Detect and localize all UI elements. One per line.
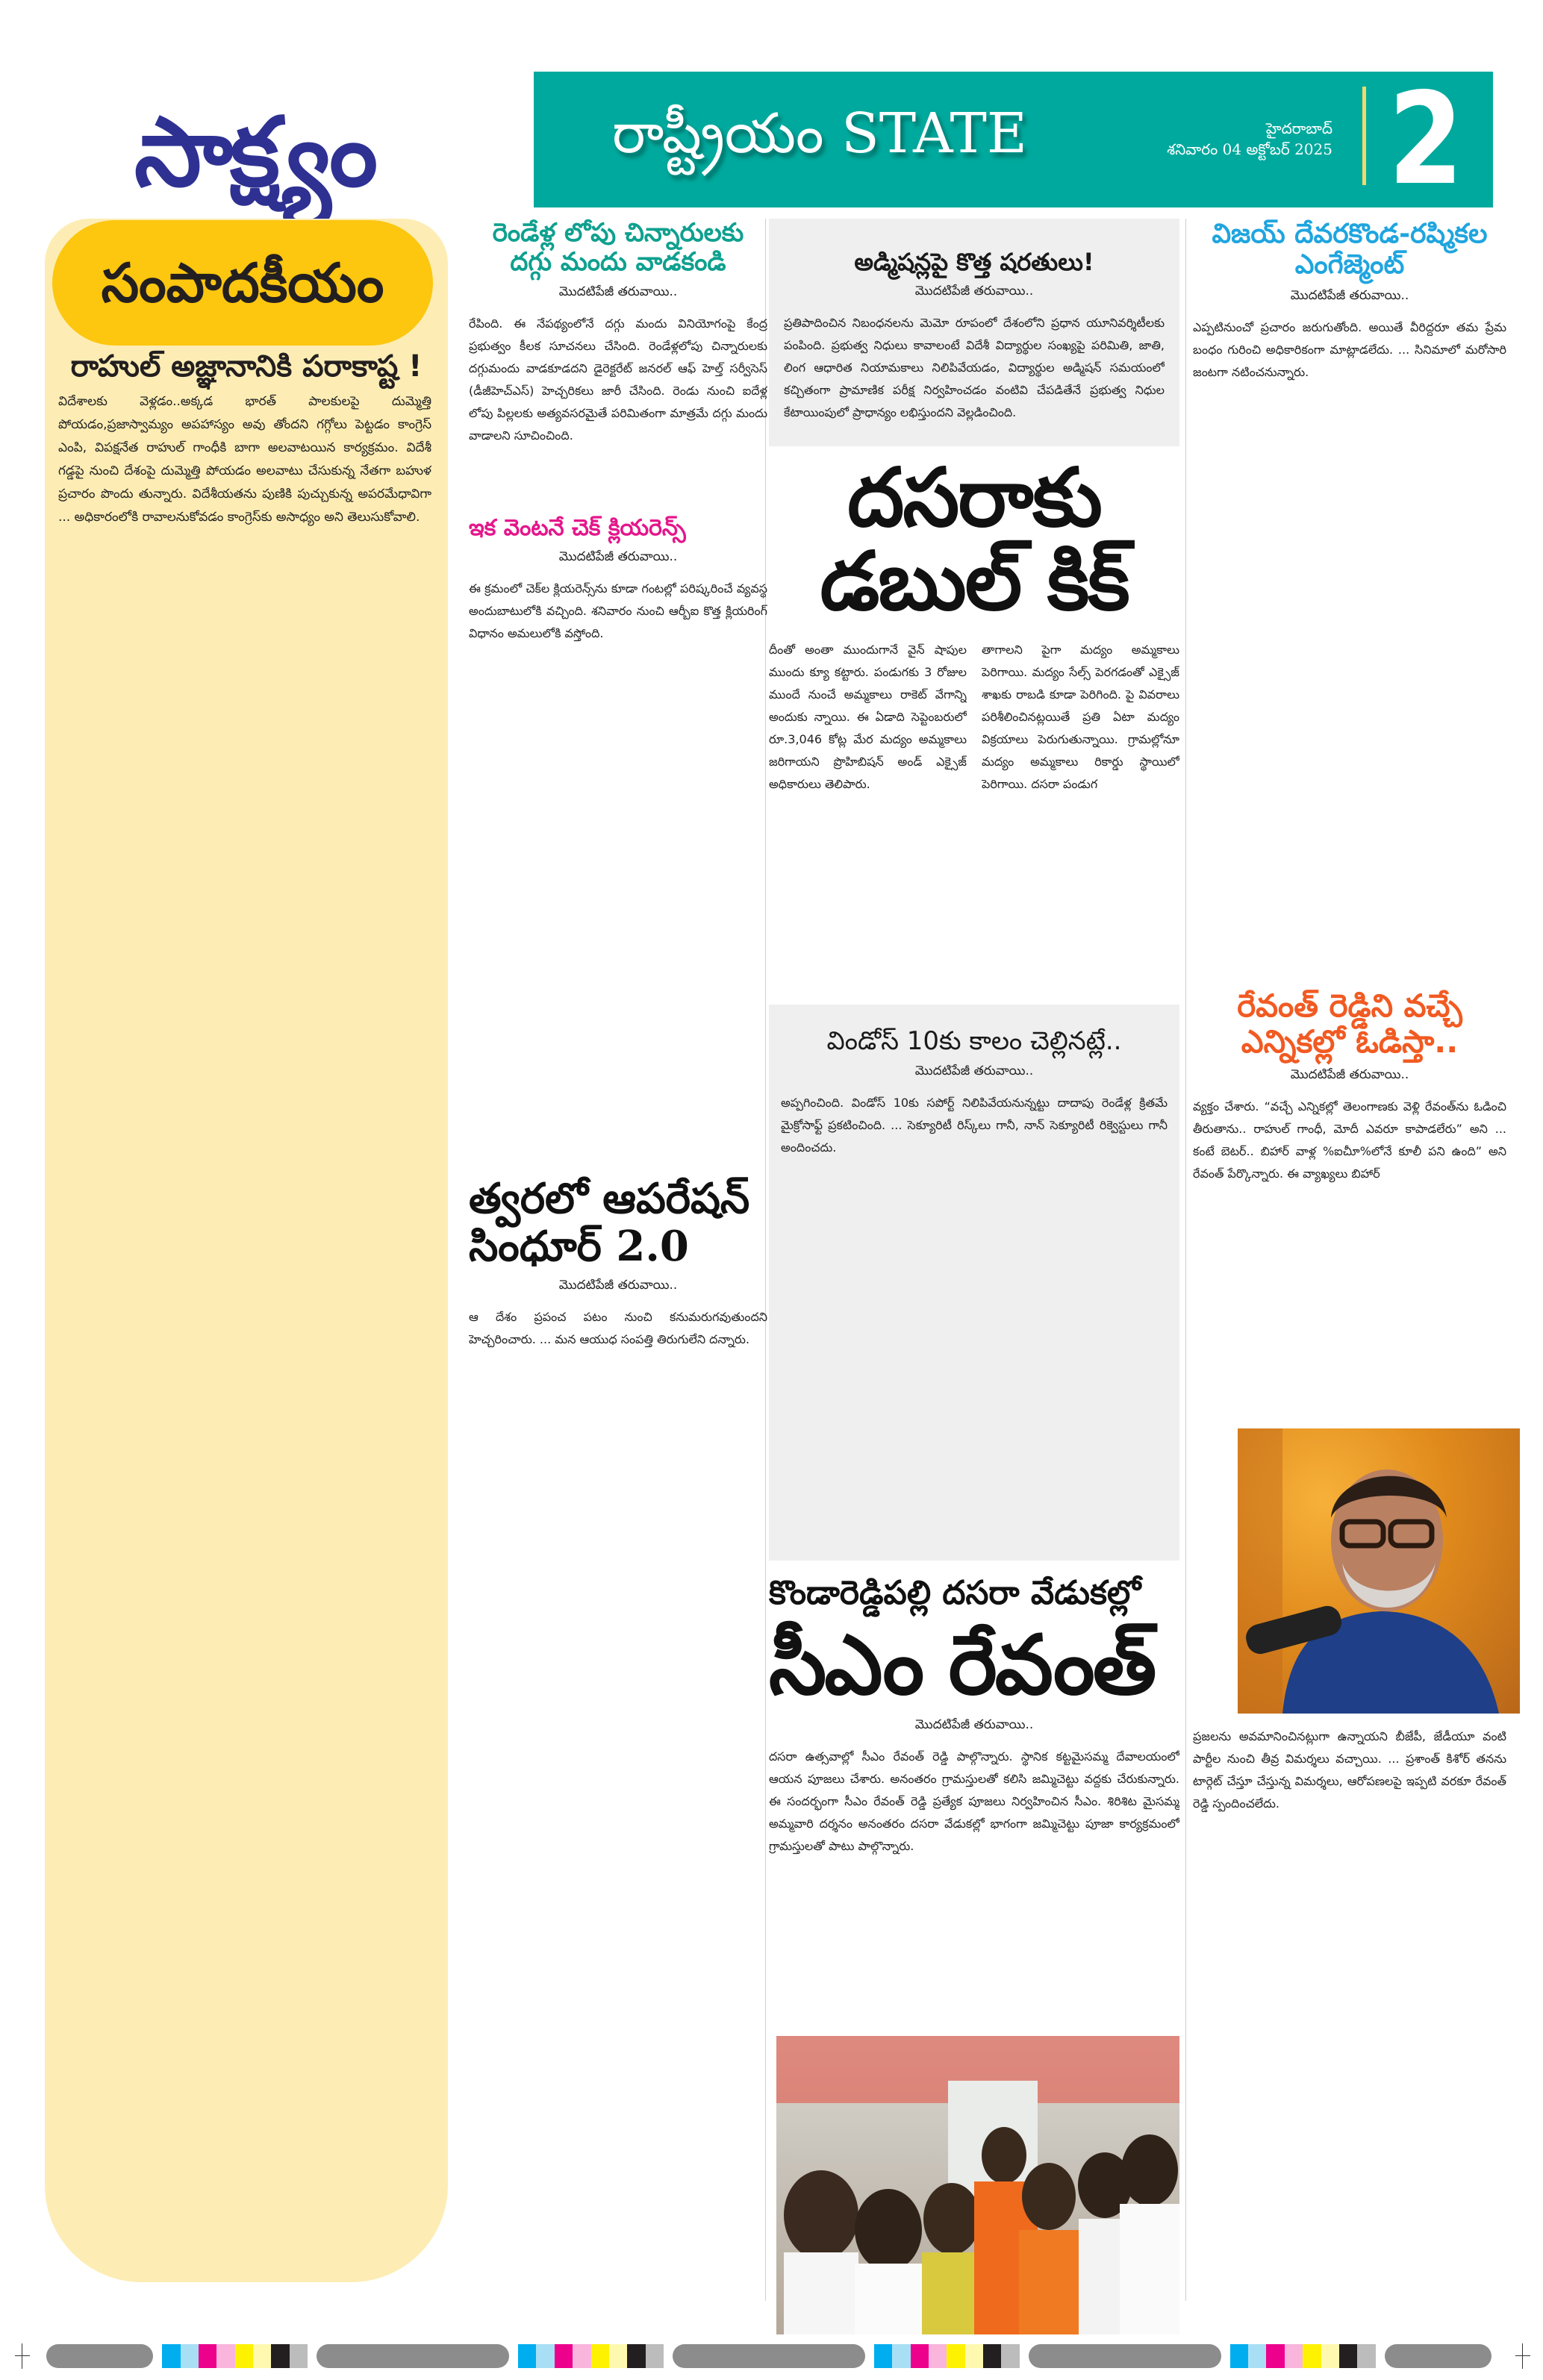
colorbar-swatch (216, 2344, 234, 2368)
colorbar-swatch (591, 2344, 609, 2368)
colorbar-swatch (271, 2344, 289, 2368)
colorbar-swatch (1230, 2344, 1248, 2368)
colorbar-swatch (929, 2344, 947, 2368)
colorbar-swatch (911, 2344, 929, 2368)
temple-photo-illustration (776, 2036, 1179, 2334)
article-cough-syrup (469, 219, 767, 507)
page-number: 2 (1388, 66, 1464, 213)
colorbar-gray-patch (317, 2344, 509, 2368)
dateline (1167, 118, 1332, 160)
portrait-illustration (1238, 1428, 1520, 1714)
colorbar-swatch (1001, 2344, 1019, 2368)
colorbar-swatch (627, 2344, 645, 2368)
crop-mark (15, 2343, 30, 2369)
article-dasara-kick (769, 452, 1179, 990)
colorbar-swatch (1339, 2344, 1357, 2368)
colorbar-swatch (874, 2344, 892, 2368)
colorbar-swatch (162, 2344, 180, 2368)
article-revanth-defeat (1193, 988, 1506, 2264)
dateline-date: శనివారం 04 అక్టోబర్ 2025 (1167, 140, 1332, 158)
article-windows10 (769, 1005, 1179, 1561)
colorbar-swatch (181, 2344, 199, 2368)
colorbar-swatch (573, 2344, 590, 2368)
colorbar-swatch (1285, 2344, 1303, 2368)
continued-label: మొదటిపేజీ తరువాయి.. (1290, 287, 1409, 303)
article-body: అప్పగించింది. విండోస్ 10కు సపోర్ట్ నిలిపివేయనున్నట్టు దాదాపు రెండేళ్ల క్రితమే మైక్రోసాఫ్ట్ ప్రకటించింది. ... సెక్యూరిటీ రిస్క్‌లు గానీ, నాన్ సెక్యూరిటీ రిక్వెస్టులు గానీ అందించదు. (781, 1096, 1168, 1155)
article-kondareddypalli (769, 1574, 1179, 1992)
editorial-body: విదేశాలకు వెళ్లడం..అక్కడ భారత్ పాలకులపై దుమ్మెత్తి పోయడం,ప్రజాస్వామ్యం అపహాస్యం అవు తోందని గగ్గోలు పెట్టడం కాంగ్రెస్ ఎంపి, విపక్షనేత రాహుల్ గాంధీకి బాగా అలవాటయిన కార్యక్రమం. విదేశీ గడ్డపై నుంచి దేశంపై దుమ్మెత్తి పోయడం అలవాటు చేసుకున్న నేతగా బహుళ ప్రచారం పొందు తున్నారు. విదేశీయతను పుణికి పుచ్చుకున్న అపరమేధావిగా ... అధికారంలోకి రావాలనుకోవడం కాంగ్రెస్‌కు అసాధ్యం అని తెలుసుకోవాలి. (58, 394, 431, 525)
column-4 (1193, 219, 1506, 2263)
continued-label: మొదటిపేజీ తరువాయి.. (558, 284, 678, 300)
headline: సీఎం రేవంత్ (769, 1617, 1155, 1713)
headline: విజయ్ దేవరకొండ-రష్మికల ఎంగేజ్మెంట్ (1212, 219, 1488, 281)
continued-label: మొదటిపేజీ తరువాయి.. (914, 1063, 1034, 1079)
crop-mark (1515, 2343, 1530, 2369)
photo-cm-temple-visit (776, 2036, 1179, 2334)
column-3 (769, 219, 1179, 1992)
photo-prashant-kishor (1238, 1428, 1520, 1714)
editorial-label: సంపాదకీయం (52, 220, 433, 346)
article-body-continued: ప్రజలను అవమానించినట్లుగా ఉన్నాయని బీజేపీ, జేడీయూ వంటి పార్టీల నుంచి తీవ్ర విమర్శలు వచ్చాయి. ... ప్రశాంత్ కిశోర్ తనను టార్గెట్ చేస్తూ చేస్తున్న విమర్శలు, ఆరోపణలపై ఇప్పటి వరకూ రేవంత్ రెడ్డి స్పందించలేదు. (1193, 1729, 1506, 1811)
colorbar-swatch (536, 2344, 554, 2368)
kicker-headline: కొండారెడ్డిపల్లి దసరా వేడుకల్లో (769, 1574, 1141, 1612)
banner-divider (1362, 87, 1366, 185)
headline: ఇక వెంటనే చెక్ క్లియరెన్స్ (469, 515, 686, 542)
article-body: ఎప్పటినుంచో ప్రచారం జరుగుతోంది. అయితే వీరిద్దరూ తమ ప్రేమ బంధం గురించి అధికారికంగా మాట్లాడలేదు. ... సినిమాలో మరోసారి జంటగా నటించనున్నారు. (1193, 319, 1506, 379)
article-body-left: దీంతో అంతా ముందుగానే వైన్ షాపుల ముందు క్యూ కట్టారు. పండుగకు 3 రోజుల ముందే నుంచే అమ్మకాలు రాకెట్ వేగాన్ని అందుకు న్నాయి. ఈ ఏడాది సెప్టెంబరులో రూ.3,046 కోట్ల మేర మద్యం అమ్మకాలు జరిగాయని ప్రొహిబిషన్ అండ్ ఎక్సైజ్ అధికారులు తెలిపారు. (769, 643, 967, 791)
headline: విండోస్ 10కు కాలం చెల్లినట్లే.. (826, 1026, 1122, 1056)
article-cheque-clearance (469, 516, 767, 1160)
colorbar-gray-patch (46, 2344, 153, 2368)
colorbar-swatch (253, 2344, 271, 2368)
colorbar-swatch (1321, 2344, 1339, 2368)
headline: దసరాకు డబుల్ కిక్ (820, 452, 1129, 628)
continued-label: మొదటిపేజీ తరువాయి.. (1290, 1067, 1409, 1083)
colorbar-swatch (1248, 2344, 1266, 2368)
colorbar-swatch (983, 2344, 1001, 2368)
column-2 (469, 219, 767, 2112)
colorbar-swatch (609, 2344, 627, 2368)
colorbar-swatch (947, 2344, 964, 2368)
editorial-column (45, 219, 448, 2282)
colorbar-swatch (290, 2344, 308, 2368)
article-body: ప్రతిపాదించిన నిబంధనలను మెమో రూపంలో దేశంలోని ప్రధాన యూనివర్శిటీలకు పంపింది. ప్రభుత్వ నిధులు కావాలంటే విదేశీ విద్యార్థుల సంఖ్యపై పరిమితి, జాతి, లింగ ఆధారిత నియామకాలు నిలిపివేయడం, విద్యార్థుల అడ్మిషన్ సమయంలో కచ్చితంగా ప్రామాణిక పరీక్ష నిర్వహించడం వంటివి చేపడితేనే ప్రభుత్వ నిధుల కేటాయింపులో ప్రాధాన్యం లభిస్తుందని వెల్లడించింది. (784, 315, 1165, 419)
colorbar-swatch (965, 2344, 983, 2368)
colorbar-swatch (1303, 2344, 1321, 2368)
colorbar-swatch (1266, 2344, 1284, 2368)
dateline-city: హైదరాబాద్ (1265, 119, 1332, 137)
colorbar-swatch (235, 2344, 253, 2368)
headline: రెండేళ్ల లోపు చిన్నారులకు దగ్గు మందు వాడకండి (492, 218, 744, 278)
article-body: దసరా ఉత్సవాల్లో సీఎం రేవంత్ రెడ్డి పాల్గొన్నారు. స్థానిక కట్టమైసమ్మ దేవాలయంలో ఆయన పూజలు చేశారు. అనంతరం గ్రామస్తులతో కలిసి జమ్మిచెట్టు వద్దకు చేరుకున్నారు. ఈ సందర్భంగా సీఎం రేవంత్ రెడ్డి ప్రత్యేక పూజలు నిర్వహించిన సీఎం. శిరిశిట మైసమ్మ అమ్మవారి దర్శనం అనంతరం దసరా వేడుకల్లో భాగంగా జమ్మిచెట్టు పూజా కార్యక్రమంలో గ్రామస్తులతో పాటు పాల్గొన్నారు. (769, 1749, 1179, 1853)
colorbar-gray-patch (673, 2344, 865, 2368)
headline: రేవంత్ రెడ్డిని వచ్చే ఎన్నికల్లో ఓడిస్తా.. (1237, 987, 1462, 1061)
colorbar-gray-patch (1385, 2344, 1491, 2368)
colorbar-swatch (892, 2344, 910, 2368)
article-body: రేపింది. ఈ నేపథ్యంలోనే దగ్గు మందు వినియోగంపై కేంద్ర ప్రభుత్వం కీలక సూచనలు చేసింది. రెండేళ్లలోపు చిన్నారులకు దగ్గుమందు వాడకూడదని డైరెక్టరేట్ జనరల్ ఆఫ్ హెల్త్ సర్వీసెస్ (డీజీహెచ్ఎస్) హెచ్చరికలు జారీ చేసింది. రెండు నుంచి ఐదేళ్ల లోపు పిల్లలకు అత్యవసరమైతే పరిమితంగా మాత్రమే దగ్గు మందు వాడాలని సూచించింది. (469, 316, 767, 443)
article-body: ఆ దేశం ప్రపంచ పటం నుంచి కనుమరుగవుతుందని హెచ్చరించారు. ... మన ఆయుధ సంపత్తి తిరుగులేని దన్నారు. (469, 1310, 767, 1347)
editorial-headline: రాహుల్ అజ్ఞానానికి పరాకాష్ట ! (70, 349, 423, 384)
article-admissions (769, 219, 1179, 446)
article-body: ఈ క్రమంలో చెక్‌ల క్లియరెన్స్‌ను కూడా గంటల్లో పరిష్కరించే వ్యవస్థ అందుబాటులోకి వచ్చింది. శనివారం నుంచి ఆర్బీఐ కొత్త క్లియరింగ్ విధానం అమలులోకి వస్తోంది. (469, 581, 767, 640)
colorbar-swatch (518, 2344, 536, 2368)
section-title: రాష్ట్రీయం STATE (612, 101, 1027, 166)
article-vijay-rashmika (1193, 219, 1506, 966)
colorbar-swatch (1357, 2344, 1375, 2368)
continued-label: మొదటిపేజీ తరువాయి.. (914, 283, 1034, 299)
colorbar-gray-patch (1029, 2344, 1221, 2368)
column-divider (1185, 219, 1186, 2301)
article-body-right: తాగాలని పైగా మద్యం అమ్మకాలు పెరిగాయి. మద్యం సేల్స్ పెరగడంతో ఎక్సైజ్ శాఖకు రాబడి కూడా పెరిగింది. పై వివరాలు పరిశీలించినట్లయితే ప్రతి ఏటా మద్యం విక్రయాలు పెరుగుతున్నాయి. గ్రామల్లోనూ మద్యం అమ్మకాలు రికార్డు స్థాయిలో పెరిగాయి. దసరా పండుగ (982, 643, 1179, 791)
print-color-bar (37, 2343, 1500, 2369)
continued-label: మొదటిపేజీ తరువాయి.. (558, 549, 678, 564)
colorbar-swatch (555, 2344, 573, 2368)
headline: అడ్మిషన్లపై కొత్త షరతులు! (854, 248, 1094, 276)
section-banner (534, 66, 1493, 213)
article-operation-sindoor (469, 1175, 767, 2113)
continued-label: మొదటిపేజీ తరువాయి.. (558, 1278, 678, 1293)
headline: త్వరలో ఆపరేషన్ సింధూర్ 2.0 (469, 1173, 750, 1272)
newspaper-logo: సాక్ష్యం (134, 97, 375, 208)
colorbar-swatch (199, 2344, 216, 2368)
colorbar-swatch (646, 2344, 664, 2368)
article-body: వ్యక్తం చేశారు. “వచ్చే ఎన్నికల్లో తెలంగాణకు వెళ్లి రేవంత్‌ను ఓడించి తీరుతాను.. రాహుల్ గాంధీ, మోదీ ఎవరూ కాపాడలేరు” అని ... కంటే బెటర్.. బిహార్ వాళ్ల %ఐచీూ%లోనే కూలీ పని ఉంది” అని రేవంత్ పేర్కొన్నారు. ఈ వ్యాఖ్యలు బిహార్ (1193, 1099, 1506, 1181)
continued-label: మొదటిపేజీ తరువాయి.. (914, 1717, 1034, 1732)
